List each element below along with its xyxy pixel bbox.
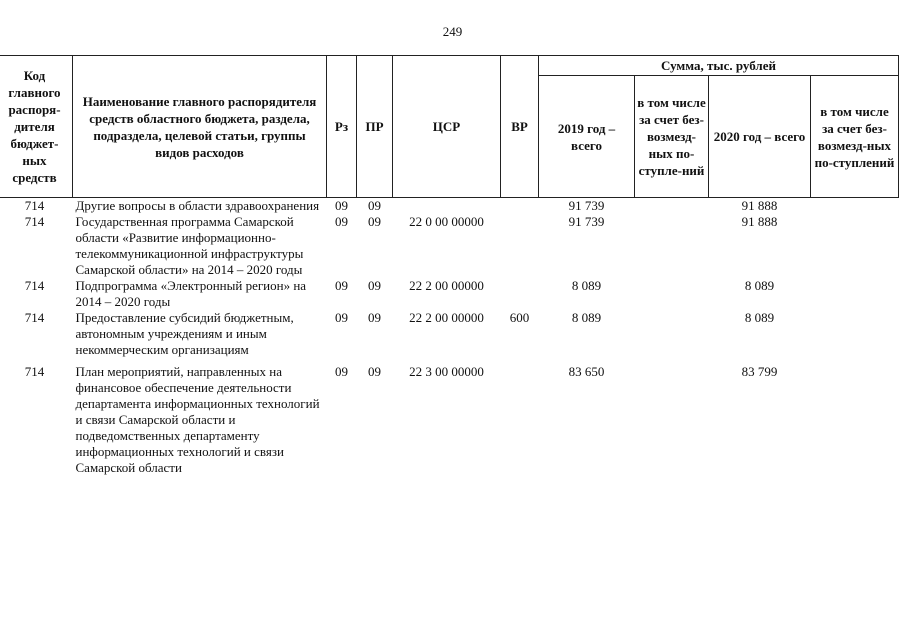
header-vr: ВР	[501, 56, 539, 198]
cell-rz: 09	[335, 198, 348, 213]
cell-2020-incl	[811, 310, 899, 358]
cell-pr: 09	[368, 278, 381, 293]
cell-code: 714	[24, 214, 45, 229]
cell-2020-total: 8 089	[744, 310, 775, 325]
cell-vr: 600	[509, 310, 530, 325]
cell-csr: 22 3 00 00000	[409, 364, 484, 379]
cell-2020-incl	[811, 364, 899, 476]
cell-csr: 22 0 00 00000	[409, 214, 484, 229]
cell-name: Другие вопросы в области здравоохранения	[75, 198, 320, 213]
header-2020-total: 2020 год – всего	[709, 76, 811, 198]
page-number: 249	[442, 24, 463, 39]
cell-rz: 09	[335, 278, 348, 293]
cell-2019-total: 91 739	[568, 214, 605, 229]
header-code: Код главного распоря-дителя бюджет-ных средств	[0, 56, 73, 198]
table-row	[0, 278, 899, 310]
cell-code: 714	[24, 364, 45, 379]
cell-2019-total: 8 089	[571, 278, 602, 293]
cell-2019-total: 8 089	[571, 310, 602, 325]
header-csr: ЦСР	[393, 56, 501, 198]
cell-pr: 09	[368, 198, 381, 213]
cell-2020-incl	[811, 198, 899, 215]
cell-name: План мероприятий, направленных на финансовое обеспечение деятельности департамента информационных технологий и связи Самарской области и подведомственных департаменту информационных технологий и связи Самарской области	[75, 364, 320, 475]
header-rz: Рз	[327, 56, 357, 198]
cell-2019-total: 83 650	[568, 364, 605, 379]
cell-pr: 09	[368, 214, 381, 229]
cell-name: Подпрограмма «Электронный регион» на 2014 – 2020 годы	[75, 278, 307, 309]
cell-code: 714	[24, 310, 45, 325]
cell-2020-total: 91 888	[741, 214, 778, 229]
table-row	[0, 364, 899, 476]
cell-csr: 22 2 00 00000	[409, 310, 484, 325]
budget-table	[0, 55, 899, 476]
header-2019-total: 2019 год – всего	[539, 76, 635, 198]
header-sum-group: Сумма, тыс. рублей	[539, 56, 899, 76]
cell-2020-incl	[811, 278, 899, 310]
header-2019-incl: в том числе за счет без-возмезд-ных по-ступле-ний	[635, 76, 709, 198]
cell-2019-incl	[635, 278, 709, 310]
cell-rz: 09	[335, 364, 348, 379]
cell-pr: 09	[368, 310, 381, 325]
cell-vr	[501, 214, 539, 278]
cell-vr	[501, 198, 539, 215]
cell-2019-incl	[635, 310, 709, 358]
header-2020-incl: в том числе за счет без-возмезд-ных по-ступлений	[811, 76, 899, 198]
cell-pr: 09	[368, 364, 381, 379]
cell-2020-total: 8 089	[744, 278, 775, 293]
cell-vr	[501, 364, 539, 476]
header-pr: ПР	[357, 56, 393, 198]
cell-2019-incl	[635, 214, 709, 278]
cell-csr	[393, 198, 501, 215]
header-name: Наименование главного распорядителя средств областного бюджета, раздела, подраздела, целевой статьи, группы видов расходов	[73, 56, 327, 198]
cell-rz: 09	[335, 310, 348, 325]
table-row	[0, 310, 899, 358]
cell-2019-incl	[635, 198, 709, 215]
cell-csr: 22 2 00 00000	[409, 278, 484, 293]
cell-code: 714	[24, 278, 45, 293]
cell-2020-total: 91 888	[741, 198, 778, 213]
table-row	[0, 214, 899, 278]
table-row	[0, 198, 899, 215]
cell-rz: 09	[335, 214, 348, 229]
cell-name: Государственная программа Самарской области «Развитие информационно-телекоммуникационной инфраструктуры Самарской области» на 2014 – 2020 годы	[75, 214, 304, 277]
cell-code: 714	[24, 198, 45, 213]
cell-2019-total: 91 739	[568, 198, 605, 213]
cell-2019-incl	[635, 364, 709, 476]
cell-2020-incl	[811, 214, 899, 278]
table-header	[0, 56, 899, 198]
cell-2020-total: 83 799	[741, 364, 778, 379]
cell-vr	[501, 278, 539, 310]
cell-name: Предоставление субсидий бюджетным, автономным учреждениям и иным некоммерческим организациям	[75, 310, 294, 357]
